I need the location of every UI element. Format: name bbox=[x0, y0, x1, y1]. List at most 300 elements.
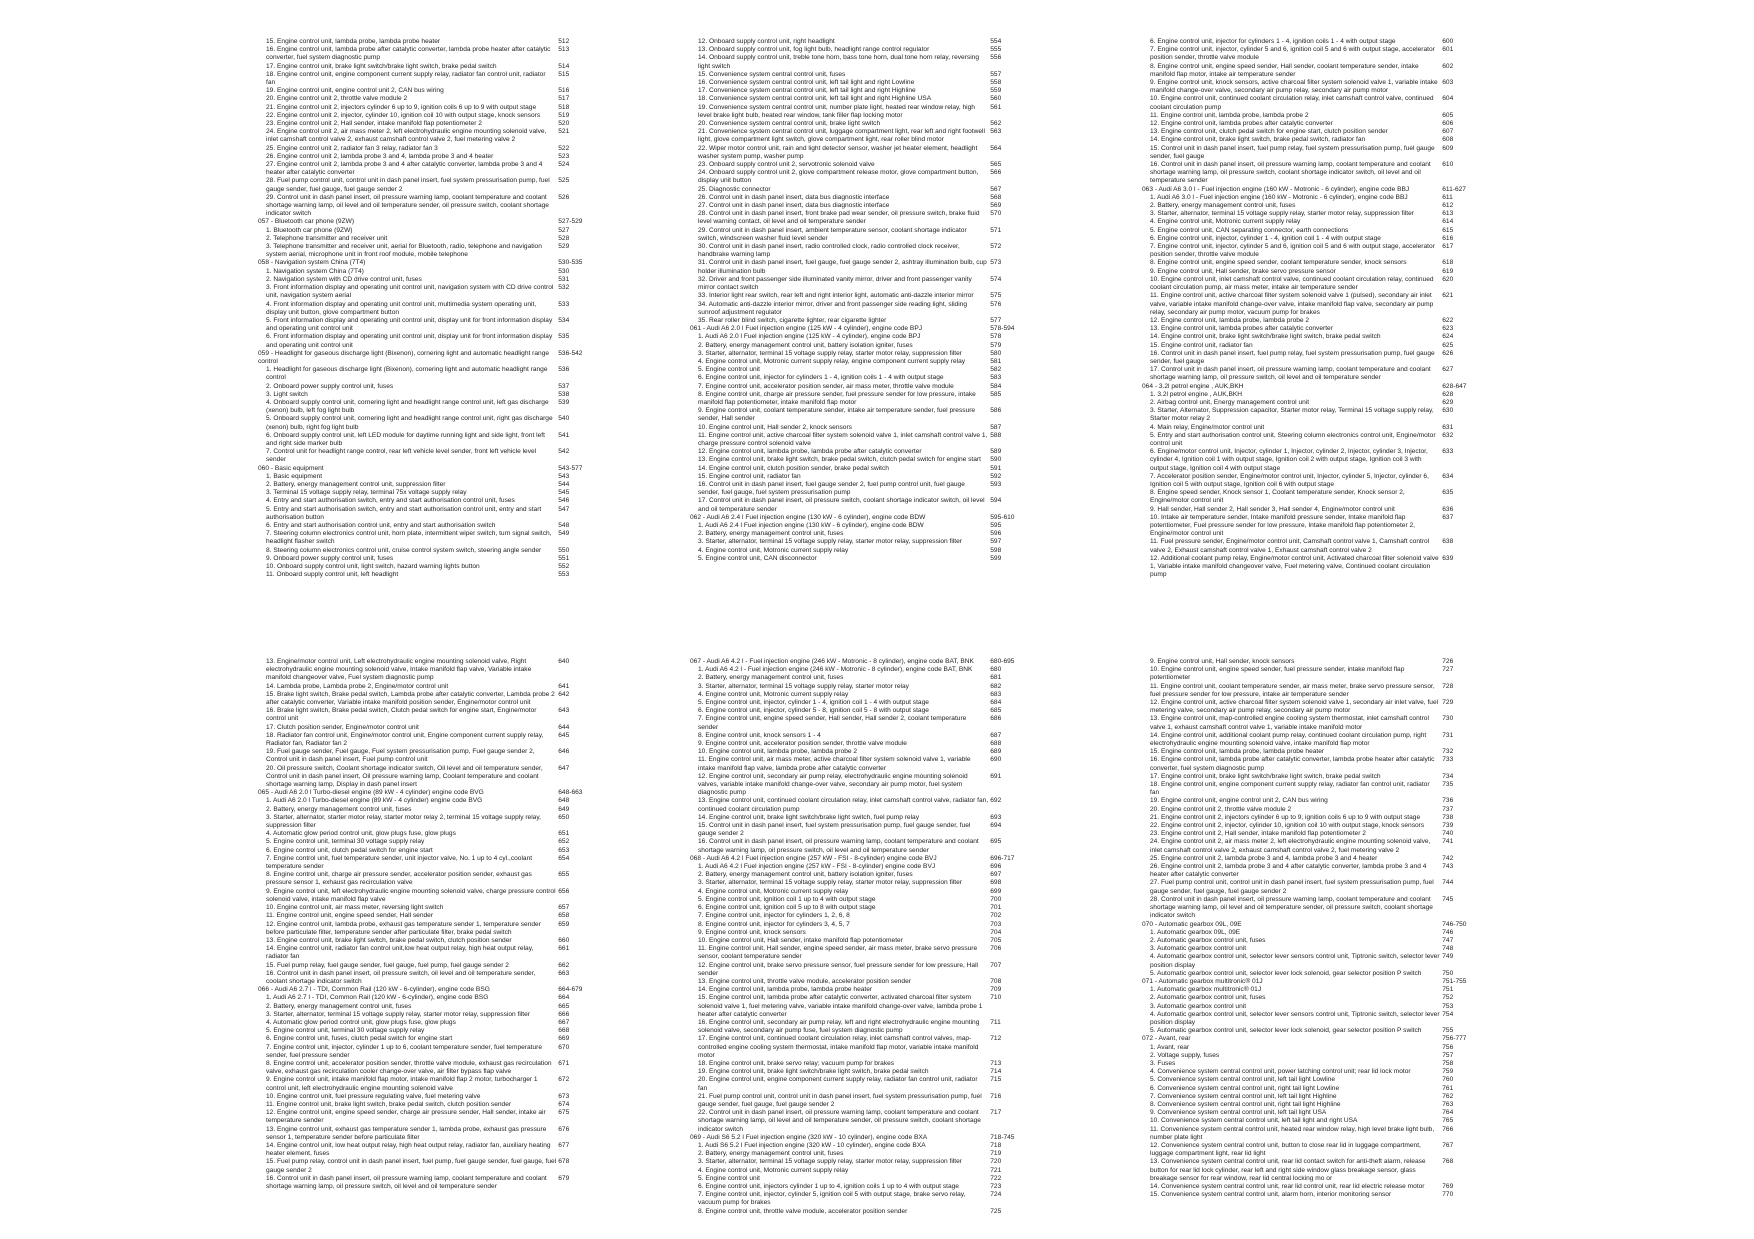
page-number: 533 bbox=[558, 300, 570, 308]
page-number: 556 bbox=[990, 54, 1002, 62]
entry-text: 9. Engine control unit, Hall sender, brake servo pressure sensor bbox=[1150, 267, 1336, 275]
index-entry-row bbox=[690, 945, 1035, 961]
index-entry-row bbox=[1142, 748, 1487, 756]
index-entry-row bbox=[1142, 276, 1487, 292]
page-number: 604 bbox=[1442, 95, 1454, 103]
index-entry-row bbox=[690, 407, 1035, 423]
index-entry-row bbox=[690, 707, 1035, 715]
entry-text: 11. Engine control unit, engine speed sender, Hall sender bbox=[266, 912, 434, 920]
index-entry-row bbox=[690, 1109, 1035, 1134]
page-number: 749 bbox=[1442, 953, 1454, 961]
page-number: 653 bbox=[558, 846, 570, 854]
page-number: 747 bbox=[1442, 936, 1454, 944]
page-number: 552 bbox=[558, 563, 570, 570]
index-entry-row bbox=[690, 473, 1035, 481]
page-number: 534 bbox=[558, 316, 570, 324]
index-entry-row bbox=[258, 1158, 603, 1174]
page-number: 559 bbox=[990, 87, 1002, 95]
entry-text: 3. Telephone transmitter and receiver unit, aerial for Bluetooth, radio, telephone and navigation system aerial, microphone unit in front roof module, mobile telephone bbox=[266, 243, 542, 259]
index-entry-row bbox=[690, 432, 1035, 448]
page-number: 544 bbox=[558, 480, 570, 488]
index-entry-row bbox=[258, 530, 603, 546]
page-number: 635 bbox=[1442, 489, 1454, 497]
index-entry-row bbox=[1142, 1076, 1487, 1084]
index-entry-row bbox=[690, 259, 1035, 275]
page-number: 578 bbox=[990, 333, 1002, 341]
page-number: 767 bbox=[1442, 1141, 1454, 1149]
section-heading-row bbox=[1142, 383, 1487, 391]
index-entry-row bbox=[690, 699, 1035, 707]
page-number: 629 bbox=[1442, 398, 1454, 406]
index-entry-row bbox=[1142, 407, 1487, 423]
section-heading-row bbox=[690, 325, 1035, 333]
entry-text: 13. Engine control unit, brake light switch, brake pedal switch, clutch pedal switch for engine start bbox=[698, 456, 981, 464]
page-number: 709 bbox=[990, 986, 1002, 994]
entry-text: 8. Engine control unit, engine speed sender, coolant temperature sender, knock sensors bbox=[1150, 259, 1407, 267]
section-heading-row bbox=[258, 986, 603, 994]
index-entry-row bbox=[258, 765, 603, 790]
page-number: 669 bbox=[558, 1035, 570, 1043]
entry-text: 6. Engine/motor control unit, Injector, cylinder 1, Injector, cylinder 2, Injector, cylinder 3, Injector, cylinder 4, Ignition coil 1 with output stage, Ignition coil 2 with output stage, Ignition coil 3 with output stage, Ignition coil 4 with output stage bbox=[1150, 448, 1428, 472]
index-entry-row bbox=[258, 855, 603, 871]
index-entry-row bbox=[690, 87, 1035, 95]
page-number: 742 bbox=[1442, 854, 1454, 862]
page-number: 723 bbox=[990, 1183, 1002, 1190]
index-entry-row bbox=[690, 1183, 1035, 1191]
page-number: 553 bbox=[558, 571, 570, 579]
index-entry-row bbox=[690, 1208, 1035, 1216]
page-number: 543 bbox=[558, 472, 570, 480]
index-entry-row bbox=[258, 1035, 603, 1043]
entry-text: 065 - Audi A6 2.0 l Turbo-diesel engine (89 kW - 4 cylinder) engine code BVG bbox=[258, 789, 484, 797]
index-entry-row bbox=[258, 506, 603, 522]
page-number: 612 bbox=[1442, 202, 1454, 210]
index-entry-row bbox=[690, 674, 1035, 682]
page-number: 694 bbox=[990, 822, 1002, 830]
index-entry-row bbox=[1142, 79, 1487, 95]
index-entry-row bbox=[258, 1003, 603, 1011]
entry-text: 7. Engine control unit, fuel temperature sender, unit injector valve, No. 1 up to 4 cyl.,coolant temperature sender bbox=[266, 854, 533, 871]
entry-text: 26. Control unit in dash panel insert, data bus diagnostic interface bbox=[698, 193, 890, 201]
page-number: 593 bbox=[990, 480, 1002, 488]
entry-text: 12. Additional coolant pump relay, Engine/motor control unit, Activated charcoal filter solenoid valve 1, Variable intake manifold changeover valve, Fuel metering valve, Continued coolant circulation pump bbox=[1150, 554, 1439, 579]
page-number: 734 bbox=[1442, 772, 1454, 780]
index-entry-row bbox=[258, 962, 603, 970]
index-entry-row bbox=[690, 194, 1035, 202]
page-number: 551 bbox=[558, 554, 570, 562]
entry-text: 6. Entry and start authorisation control unit, entry and start authorisation switch bbox=[266, 521, 496, 529]
entry-text: 1. Audi S6 5.2 l Fuel injection engine (320 kW - 10 cylinder), engine code BXA bbox=[698, 1141, 926, 1149]
entry-text: 16. Control unit in dash panel insert, fuel pump relay, fuel system pressurisation pump, fuel gauge sender, fuel gauge bbox=[1150, 349, 1435, 365]
entry-text: 6. Engine control unit, clutch pedal switch for engine start bbox=[266, 846, 433, 854]
page-number: 770 bbox=[1442, 1191, 1454, 1199]
index-entry-row bbox=[1142, 1126, 1487, 1142]
index-entry-row bbox=[690, 210, 1035, 226]
page-number: 759 bbox=[1442, 1068, 1454, 1076]
index-entry-row bbox=[1142, 1068, 1487, 1076]
page-number: 678 bbox=[558, 1158, 570, 1166]
page-number: 529 bbox=[558, 243, 570, 251]
entry-text: 28. Fuel pump control unit, control unit in dash panel insert, fuel system pressurisation pump, fuel gauge sender, fuel gauge, fuel gauge sender 2 bbox=[266, 177, 550, 193]
index-entry-row bbox=[258, 1126, 603, 1142]
page-number: 617 bbox=[1442, 243, 1454, 251]
index-entry-row bbox=[690, 797, 1035, 813]
page-number: 672 bbox=[558, 1076, 570, 1084]
entry-text: 11. Onboard supply control unit, left headlight bbox=[266, 571, 399, 579]
page-number: 662 bbox=[558, 961, 570, 969]
index-entry-row bbox=[258, 691, 603, 707]
entry-text: 16. Convenience system central control unit, left tail light and right Lowline bbox=[698, 79, 915, 87]
entry-text: 32. Driver and front passenger side illuminated vanity mirror, driver and front passenger vanity mirror contact switch bbox=[698, 275, 972, 292]
entry-text: 9. Engine control unit, left electrohydraulic engine mounting solenoid valve, charge pressure control solenoid valve, intake manifold flap valve bbox=[266, 887, 556, 903]
page-number: 646 bbox=[558, 748, 570, 756]
entry-text: 10. Engine control unit, Hall sender, intake manifold flap potentiometer bbox=[698, 936, 903, 944]
index-entry-row bbox=[1142, 1052, 1487, 1060]
page-number: 647 bbox=[558, 764, 570, 772]
index-column bbox=[1142, 658, 1487, 1199]
section-heading-row bbox=[690, 514, 1035, 522]
index-entry-row bbox=[690, 497, 1035, 513]
page-number: 628-647 bbox=[1442, 382, 1467, 390]
page-number: 656 bbox=[558, 887, 570, 895]
entry-text: 5. Engine control unit, terminal 30 voltage supply relay bbox=[266, 1027, 425, 1035]
entry-text: 4. Engine control unit, Motronic current supply relay bbox=[698, 546, 849, 554]
page-number: 528 bbox=[558, 234, 570, 242]
page-number: 619 bbox=[1442, 267, 1454, 275]
page-number: 574 bbox=[990, 275, 1002, 283]
index-entry-row bbox=[690, 1019, 1035, 1035]
entry-text: 7. Engine control unit, injector, cylinder 5 and 6, ignition coil 5 and 6 with output stage, accelerator position sender, throttle valve module bbox=[1150, 46, 1435, 62]
entry-text: 2. Battery, energy management control unit, fuses bbox=[698, 530, 844, 538]
entry-text: 1. Audi A6 2.0 l Turbo-diesel engine (89 kW - 4 cylinder) engine code BVG bbox=[266, 797, 483, 805]
page-number: 713 bbox=[990, 1059, 1002, 1067]
index-entry-row bbox=[690, 366, 1035, 374]
entry-text: 20. Convenience system central control unit, brake light switch bbox=[698, 120, 881, 128]
page-number: 746-750 bbox=[1442, 920, 1467, 928]
index-entry-row bbox=[690, 1068, 1035, 1076]
entry-text: 1. Headlight for gaseous discharge light (Bixenon), cornering light and automatic headlight range control bbox=[266, 366, 548, 382]
entry-text: 13. Engine control unit, clutch pedal switch for engine start, clutch position sender bbox=[1150, 128, 1388, 136]
page-number: 693 bbox=[990, 813, 1002, 821]
index-entry-row bbox=[1142, 855, 1487, 863]
entry-text: 30. Control unit in dash panel insert, radio controlled clock, radio controlled clock receiver, handbrake warning lamp bbox=[698, 243, 960, 259]
entry-text: 16. Brake light switch, Brake pedal switch, Clutch pedal switch for engine start, Engine/motor control unit bbox=[266, 707, 537, 723]
entry-text: 12. Engine control unit, brake servo pressure sensor, fuel pressure sender for low pressure, Hall sender bbox=[698, 961, 979, 977]
index-entry-row bbox=[258, 481, 603, 489]
page-number: 620 bbox=[1442, 275, 1454, 283]
entry-text: 17. Control unit in dash panel insert, oil pressure switch, coolant shortage indicator switch, oil level and oil temperature sender bbox=[698, 497, 985, 513]
index-entry-row bbox=[1142, 95, 1487, 111]
entry-text: 13. Engine control unit, lambda probes after catalytic converter bbox=[1150, 325, 1333, 333]
entry-text: 18. Engine control unit, engine component current supply relay, radiator fan control unit, radiator fan bbox=[266, 70, 546, 87]
page-number: 750 bbox=[1442, 969, 1454, 977]
page-number: 636 bbox=[1442, 505, 1454, 513]
index-entry-row bbox=[1142, 202, 1487, 210]
page-number: 695 bbox=[990, 838, 1002, 846]
index-entry-row bbox=[258, 268, 603, 276]
entry-text: 5. Engine control unit bbox=[698, 1174, 760, 1182]
page-number: 641 bbox=[558, 682, 570, 690]
entry-text: 3. Automatic gearbox control unit bbox=[1150, 1002, 1247, 1010]
entry-text: 3. Front information display and operating unit control unit, navigation system with CD drive control unit, navigation system aerial bbox=[266, 284, 554, 300]
index-entry-row bbox=[690, 732, 1035, 740]
entry-text: 23. Onboard supply control unit 2, servotronic solenoid valve bbox=[698, 161, 875, 169]
section-heading-row bbox=[258, 350, 603, 366]
entry-text: 18. Engine control unit, engine component current supply relay, radiator fan control unit, radiator fan bbox=[1150, 781, 1430, 797]
entry-text: 3. Starter, alternator, terminal 15 voltage supply relay, starter motor relay, suppression filter bbox=[698, 1158, 962, 1166]
page-number: 568 bbox=[990, 193, 1002, 201]
index-entry-row bbox=[1142, 448, 1487, 473]
entry-text: 1. Audi A6 2.7 l - TDI, Common Rail (120 kW - 6-cylinder), engine code BSG bbox=[266, 994, 489, 1002]
index-entry-row bbox=[1142, 235, 1487, 243]
index-entry-row bbox=[690, 1158, 1035, 1166]
page-number: 624 bbox=[1442, 333, 1454, 341]
page-number: 703 bbox=[990, 920, 1002, 928]
index-entry-row bbox=[1142, 112, 1487, 120]
page-number: 642 bbox=[558, 690, 570, 698]
entry-text: 2. Voltage supply, fuses bbox=[1150, 1051, 1220, 1059]
section-heading-row bbox=[1142, 978, 1487, 986]
page-number: 532 bbox=[558, 284, 570, 292]
page-number: 546 bbox=[558, 497, 570, 505]
page-number: 586 bbox=[990, 407, 1002, 415]
entry-text: 14. Engine control unit, additional coolant pump relay, continued coolant circulation pump, right electrohydraulic engine mounting solenoid valve, intake manifold flap motor bbox=[1150, 731, 1427, 748]
index-entry-row bbox=[690, 683, 1035, 691]
entry-text: 2. Battery, energy management control unit, fuses bbox=[1150, 202, 1296, 210]
entry-text: 8. Engine control unit, charge air pressure sender, fuel pressure sender for low pressure, intake manifold flap potentiometer, intake manifold flap motor bbox=[698, 390, 976, 406]
page-number: 600 bbox=[1442, 38, 1454, 45]
entry-text: 9. Engine control unit, intake manifold flap motor, intake manifold flap 2 motor, turbocharger 1 control unit, left electrohydraulic engine mounting solenoid valve bbox=[266, 1076, 538, 1092]
entry-text: 20. Oil pressure switch, Coolant shortage indicator switch, Oil level and oil temperature sender, Control unit in dash panel insert, Oil pressure warning lamp, Coolant temperature and coolant shortage warning lamp, Display in dash panel insert bbox=[266, 764, 543, 789]
entry-text: 2. Airbag control unit, Energy management control unit bbox=[1150, 398, 1310, 406]
page-number: 729 bbox=[1442, 699, 1454, 707]
entry-text: 15. Control unit in dash panel insert, fuel pump relay, fuel system pressurisation pump, fuel gauge sender, fuel gauge bbox=[1150, 144, 1435, 160]
index-entry-row bbox=[1142, 506, 1487, 514]
index-entry-row bbox=[258, 448, 603, 464]
index-entry-row bbox=[1142, 1101, 1487, 1109]
index-entry-row bbox=[690, 350, 1035, 358]
index-column bbox=[690, 658, 1035, 1216]
page-number: 530-535 bbox=[558, 259, 583, 267]
index-entry-row bbox=[1142, 1117, 1487, 1125]
page-number: 727 bbox=[1442, 666, 1454, 674]
page-number: 683 bbox=[990, 690, 1002, 698]
index-entry-row bbox=[690, 756, 1035, 772]
entry-text: 15. Engine control unit, lambda probe after catalytic converter, activated charcoal filter system solenoid valve 1, fuel metering valve, variable intake manifold change-over valve, lambda probe 1 heater after catalytic converter bbox=[698, 994, 983, 1018]
entry-text: 11. Engine control unit, active charcoal filter system solenoid valve 1 (pulsed), secondary air inlet valve, variable intake manifold change-over valve, intake manifold flap valve, secondary air pump relay, secondary air pump motor, vacuum pump for brakes bbox=[1150, 292, 1434, 316]
index-entry-row bbox=[690, 292, 1035, 300]
entry-text: 7. Engine control unit, engine speed sender, Hall sender, Hall sender 2, coolant temperature sender bbox=[698, 715, 967, 731]
index-entry-row bbox=[1142, 350, 1487, 366]
entry-text: 25. Diagnostic connector bbox=[698, 185, 771, 193]
index-entry-row bbox=[258, 95, 603, 103]
section-heading-row bbox=[690, 1134, 1035, 1142]
index-entry-row bbox=[690, 145, 1035, 161]
page-number: 596 bbox=[990, 530, 1002, 538]
entry-text: 5. Entry and start authorisation switch, entry and start authorisation control unit, entry and start authorisation button bbox=[266, 505, 542, 521]
entry-text: 10. Engine control unit, continued coolant circulation relay, inlet camshaft control valve, continued coolant circulation pump bbox=[1150, 95, 1434, 111]
page-number: 710 bbox=[990, 994, 1002, 1002]
entry-text: 3. Fuses bbox=[1150, 1059, 1176, 1067]
index-entry-row bbox=[258, 970, 603, 986]
entry-text: 16. Engine control unit, lambda probe after catalytic converter, lambda probe heater after catalytic converter, fuel system diagnostic pump bbox=[1150, 756, 1435, 772]
page-number: 699 bbox=[990, 887, 1002, 895]
index-entry-row bbox=[258, 563, 603, 571]
entry-text: 19. Engine control unit, engine control unit 2, CAN bus wiring bbox=[266, 87, 444, 95]
index-entry-row bbox=[258, 658, 603, 683]
entry-text: 2. Battery, energy management control unit, fuses bbox=[266, 1002, 412, 1010]
page-number: 573 bbox=[990, 259, 1002, 267]
page-number: 685 bbox=[990, 707, 1002, 715]
page-number: 597 bbox=[990, 538, 1002, 546]
index-entry-row bbox=[1142, 259, 1487, 267]
page-number: 583 bbox=[990, 374, 1002, 382]
index-entry-row bbox=[1142, 953, 1487, 969]
page-number: 538 bbox=[558, 390, 570, 398]
page-number: 627 bbox=[1442, 366, 1454, 374]
entry-text: 5. Engine control unit bbox=[698, 366, 760, 374]
page-number: 535 bbox=[558, 333, 570, 341]
index-entry-row bbox=[690, 317, 1035, 325]
entry-text: 27. Engine control unit 2, lambda probe 3 and 4 after catalytic converter, lambda probe 3 and 4 heater after catalytic converter bbox=[266, 161, 543, 177]
page-number: 712 bbox=[990, 1035, 1002, 1043]
entry-text: 070 - Automatic gearbox 09L, 09E bbox=[1142, 920, 1242, 928]
page-number: 686 bbox=[990, 715, 1002, 723]
index-entry-row bbox=[1142, 399, 1487, 407]
index-entry-row bbox=[1142, 970, 1487, 978]
index-entry-row bbox=[690, 374, 1035, 382]
page-number: 581 bbox=[990, 357, 1002, 365]
page-number: 754 bbox=[1442, 1010, 1454, 1018]
entry-text: 10. Onboard supply control unit, light switch, hazard warning lights button bbox=[266, 563, 480, 570]
page-number: 563 bbox=[990, 128, 1002, 136]
index-entry-row bbox=[258, 547, 603, 555]
entry-text: 21. Fuel pump control unit, control unit in dash panel insert, fuel system pressurisation pump, fuel gauge sender, fuel gauge, fuel gauge sender 2 bbox=[698, 1092, 982, 1108]
entry-text: 3. Starter, alternator, terminal 15 voltage supply relay, starter motor relay, suppression filter bbox=[266, 1010, 530, 1018]
index-entry-row bbox=[258, 227, 603, 235]
entry-text: 15. Engine control unit, radiator fan bbox=[1150, 341, 1253, 349]
entry-text: 4. Front information display and operating unit control unit, multimedia system operating unit, display unit button, glove compartment button bbox=[266, 300, 537, 316]
page-number: 689 bbox=[990, 748, 1002, 756]
entry-text: 20. Engine control unit 2, throttle valve module 2 bbox=[266, 95, 408, 103]
index-column bbox=[258, 658, 603, 1191]
index-entry-row bbox=[1142, 896, 1487, 921]
index-entry-row bbox=[690, 691, 1035, 699]
page-number: 541 bbox=[558, 431, 570, 439]
entry-text: 2. Battery, energy management control unit, fuses bbox=[698, 1150, 844, 1158]
page-number: 671 bbox=[558, 1059, 570, 1067]
entry-text: 1. Bluetooth car phone (9ZW) bbox=[266, 226, 353, 234]
page-number: 751-755 bbox=[1442, 977, 1467, 985]
entry-text: 071 - Automatic gearbox multitronic® 01J bbox=[1142, 977, 1263, 985]
page-number: 610 bbox=[1442, 161, 1454, 169]
entry-text: 11. Engine control unit, brake light switch, brake pedal switch, clutch position sender bbox=[266, 1100, 512, 1108]
index-entry-row bbox=[690, 104, 1035, 120]
index-entry-row bbox=[258, 1019, 603, 1027]
entry-text: 16. Control unit in dash panel insert, oil pressure warning lamp, coolant temperature and coolant shortage warning lamp, oil pressure switch, coolant shortage indicator switch, oil level and oil temperature sender bbox=[1150, 161, 1431, 185]
entry-text: 24. Engine control unit 2, air mass meter 2, left electrohydraulic engine mounting solenoid valve, inlet camshaft control valve 2, exhaust camshaft control valve 2, fuel metering valve 2 bbox=[266, 128, 547, 144]
entry-text: 5. Front information display and operating unit control unit, display unit for front information display and operating unit control unit bbox=[266, 316, 553, 333]
entry-text: 12. Convenience system central control unit, button to close rear lid in luggage compartment, luggage compartment light, rear lid light bbox=[1150, 1141, 1421, 1158]
page-number: 667 bbox=[558, 1018, 570, 1026]
entry-text: 9. Engine control unit, Hall sender, knock sensors bbox=[1150, 658, 1295, 665]
page-number: 547 bbox=[558, 505, 570, 513]
index-entry-row bbox=[258, 383, 603, 391]
entry-text: 16. Control unit in dash panel insert, oil pressure switch, oil level and oil temperature sender, coolant shortage indicator switch bbox=[266, 969, 536, 985]
index-entry-row bbox=[258, 707, 603, 723]
index-entry-row bbox=[258, 838, 603, 846]
page-number: 554 bbox=[990, 38, 1002, 45]
index-entry-row bbox=[258, 1175, 603, 1191]
page-number: 708 bbox=[990, 977, 1002, 985]
entry-text: 13. Engine control unit, throttle valve module, accelerator position sender bbox=[698, 977, 911, 985]
entry-text: 9. Engine control unit, knock sensors, active charcoal filter system solenoid valve 1, variable intake manifold change-over valve, secondary air pump relay, secondary air pump motor bbox=[1150, 79, 1438, 95]
entry-text: 8. Engine control unit, charge air pressure sender, accelerator position sender, exhaust gas pressure sensor 1, exhaust gas recirculation valve bbox=[266, 871, 532, 887]
entry-text: 5. Engine control unit, CAN separating connector, earth connections bbox=[1150, 226, 1349, 234]
entry-text: 5. Engine control unit, ignition coil 1 up to 4 with output stage bbox=[698, 895, 876, 903]
entry-text: 12. Onboard supply control unit, right headlight bbox=[698, 38, 835, 45]
section-heading-row bbox=[258, 465, 603, 473]
entry-text: 4. Automatic gearbox control unit, selector lever sensors control unit, Tiptronic switch, selector lever position display bbox=[1150, 953, 1440, 969]
entry-text: 17. Convenience system central control unit, left tail light and right Highline bbox=[698, 87, 916, 95]
entry-text: 24. Engine control unit 2, air mass meter 2, left electrohydraulic engine mounting solenoid valve, inlet camshaft control valve 2, exhaust camshaft control valve 2, fuel metering valve 2 bbox=[1150, 838, 1431, 854]
entry-text: 058 - Navigation system China (7T4) bbox=[258, 259, 366, 267]
index-entry-row bbox=[258, 145, 603, 153]
index-entry-row bbox=[1142, 268, 1487, 276]
page-number: 594 bbox=[990, 497, 1002, 505]
page-number: 512 bbox=[558, 38, 570, 45]
page-number: 745 bbox=[1442, 895, 1454, 903]
entry-text: 1. Basic equipment bbox=[266, 472, 323, 480]
entry-text: 4. Onboard supply control unit, cornering light and headlight range control unit, left gas discharge (xenon) bulb, left fog light bulb bbox=[266, 398, 549, 415]
index-entry-row bbox=[258, 994, 603, 1002]
page-number: 769 bbox=[1442, 1183, 1454, 1190]
entry-text: 15. Engine control unit, radiator fan bbox=[698, 472, 801, 480]
index-entry-row bbox=[258, 912, 603, 920]
entry-text: 29. Control unit in dash panel insert, oil pressure warning lamp, coolant temperature and coolant shortage warning lamp, oil level and oil temperature sender, oil pressure switch, coolant shortage indicator switch bbox=[266, 193, 549, 218]
entry-text: 28. Control unit in dash panel insert, front brake pad wear sender, oil pressure switch, brake fluid level warning contact, oil level and oil temperature sender bbox=[698, 210, 980, 226]
entry-text: 14. Engine control unit, radiator fan control unit,low heat output relay, high heat output relay, radiator fan bbox=[266, 945, 534, 961]
index-entry-row bbox=[258, 153, 603, 161]
page-number: 522 bbox=[558, 144, 570, 152]
entry-text: 13. Onboard supply control unit, fog light bulb, headlight range control regulator bbox=[698, 46, 930, 54]
page-number: 530 bbox=[558, 267, 570, 275]
entry-text: 23. Engine control unit 2, Hall sender, intake manifold flap potentiometer 2 bbox=[1150, 830, 1366, 838]
entry-text: 17. Engine control unit, continued coolant circulation relay, inlet camshaft control valves, map-controlled engine cooling system thermostat, intake manifold flap motor, variable intake manifold motor bbox=[698, 1035, 979, 1059]
index-entry-row bbox=[690, 1175, 1035, 1183]
entry-text: 6. Engine control unit, injector, cylinder 1 - 4, ignition coil 1 - 4 with output stage bbox=[1150, 234, 1381, 242]
page-number: 622 bbox=[1442, 316, 1454, 324]
page-number: 588 bbox=[990, 431, 1002, 439]
page-number: 705 bbox=[990, 936, 1002, 944]
page-number: 571 bbox=[990, 226, 1002, 234]
index-entry-row bbox=[690, 912, 1035, 920]
entry-text: 14. Convenience system central control unit, rear lid control unit, rear lid electric release motor bbox=[1150, 1183, 1425, 1190]
entry-text: 3. Light switch bbox=[266, 390, 308, 398]
entry-text: 063 - Audi A6 3.0 l - Fuel injection engine (160 kW - Motronic - 6 cylinder), engine code BBJ bbox=[1142, 185, 1410, 193]
page-number: 677 bbox=[558, 1141, 570, 1149]
entry-text: 14. Engine control unit, brake light switch/brake light switch, brake pedal switch bbox=[1150, 333, 1381, 341]
page-number: 752 bbox=[1442, 994, 1454, 1002]
index-entry-row bbox=[258, 243, 603, 259]
page-number: 722 bbox=[990, 1174, 1002, 1182]
section-heading-row bbox=[258, 218, 603, 226]
page-number: 531 bbox=[558, 275, 570, 283]
entry-text: 17. Engine control unit, brake light switch/brake light switch, brake pedal switch bbox=[266, 62, 497, 70]
index-entry-row bbox=[258, 888, 603, 904]
entry-text: 31. Control unit in dash panel insert, fuel gauge, fuel gauge sender 2, ashtray illumination bulb, cup holder illumination bulb bbox=[698, 259, 987, 275]
entry-text: 3. Automatic gearbox control unit bbox=[1150, 945, 1247, 953]
